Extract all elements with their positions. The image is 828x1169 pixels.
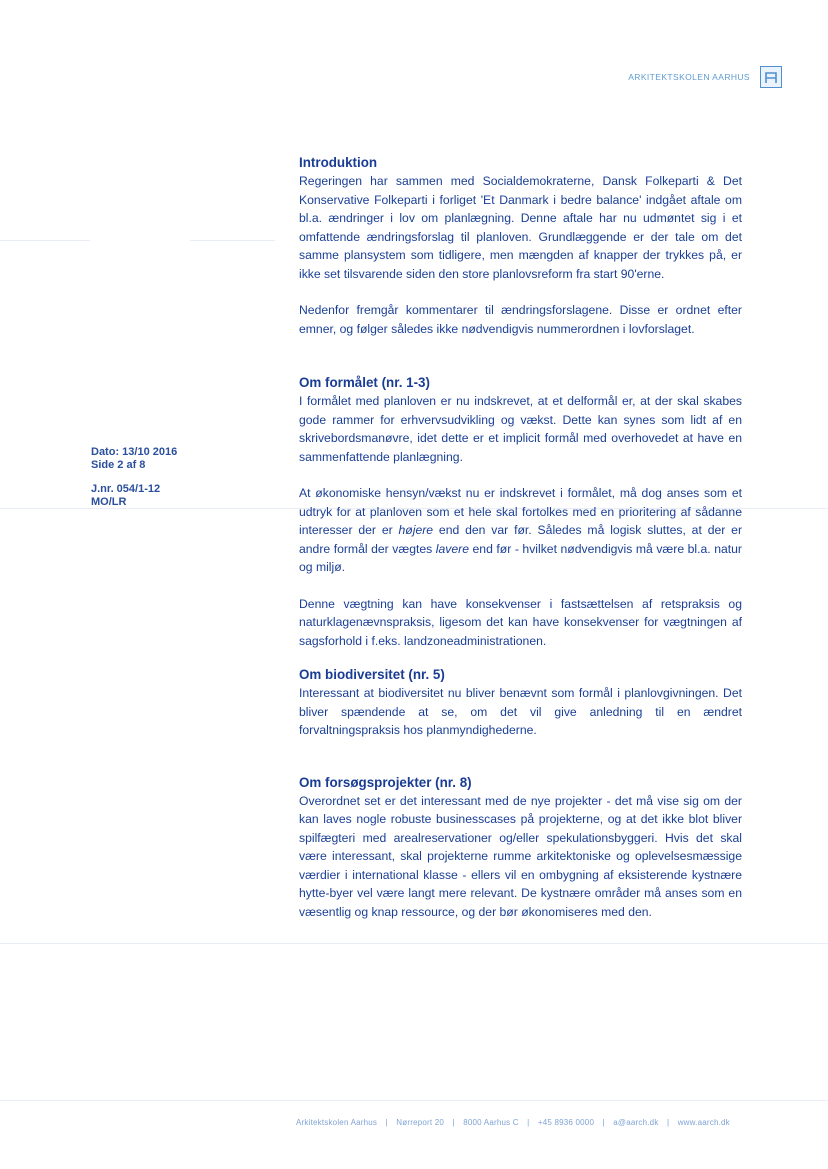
paragraph: Nedenfor fremgår kommentarer til ændringsforslagene. Disse er ordnet efter emner, og følger således ikke nødvendigvis nummerordnen i lovforslaget. [299, 303, 742, 336]
divider [190, 240, 275, 241]
footer-org: Arkitektskolen Aarhus [296, 1118, 378, 1127]
footer-separator: | [452, 1118, 455, 1127]
divider [0, 1100, 828, 1101]
paragraph: Regeringen har sammen med Socialdemokraterne, Dansk Folkeparti & Det Konservative Folkeparti i forliget 'Et Danmark i bedre balance' indgået aftale om bl.a. ændringer i lov om planlægning. Denne aftale har nu udmøntet sig i et omfattende ændringsforslag til planloven. Grundlæggende er der tale om det samme plansystem som tidligere, men mængden af knapper der trykkes på, er ikke set tilsvarende siden den store planlovsreform fra start 90'erne. [299, 174, 742, 281]
text-run: end før - hvilket nødvendigvis må være bl.a. natur og miljø. [299, 541, 742, 574]
paragraph: I formålet med planloven er nu indskrevet, at et delformål er, at der skal skabes gode rammer for erhvervsudvikling og vækst. Dette kan synes som lidt af en skrivebordsmanøvre, idet dette er et implicit formål med overhovedet at have en sammenfattende planlægning. [299, 394, 742, 464]
footer-separator: | [385, 1118, 388, 1127]
text-run: At økonomiske hensyn/vækst nu er indskrevet i formålet, må dog anses som et udtryk for at planloven som et hele skal fortolkes med en prioritering af sådanne interesser der er [299, 486, 742, 537]
footer [296, 1118, 730, 1127]
footer-separator: | [527, 1118, 530, 1127]
school-logo-icon [760, 66, 782, 88]
footer-email-link[interactable]: a@aarch.dk [613, 1118, 659, 1127]
meta-journal: J.nr. 054/1-12 [91, 483, 161, 495]
footer-web-link[interactable]: www.aarch.dk [677, 1118, 730, 1127]
meta-initials: MO/LR [91, 495, 127, 508]
meta-date: Dato: 13/10 2016 [91, 446, 178, 458]
footer-address: Nørreport 20 [396, 1118, 445, 1127]
main-content [299, 154, 742, 921]
meta-page: Side 2 af 8 [91, 458, 146, 471]
school-name: ARKITEKTSKOLEN AARHUS [628, 72, 750, 82]
emphasis: højere [398, 523, 434, 537]
section-heading-forsoeg: Om forsøgsprojekter (nr. 8) [299, 774, 472, 790]
paragraph: Overordnet set er det interessant med de nye projekter - det må vise sig om der kan laves nogle robuste businesscases på projekterne, og at det ikke blot bliver spilfægteri med arealreservationer og/eller spekulationsbyggeri. Hvis det skal være interessant, skal projekterne rumme arkitektoniske og oplevelsesmæssige værdier i international klasse - ellers vil en ombygning af eksisterende kystnære hytte-byer vel være langt mere relevant. De kystnære områder må anses som en væsentlig og knap ressource, og der bør økonomiseres med den. [299, 793, 742, 919]
footer-phone: +45 8936 0000 [537, 1118, 595, 1127]
divider [0, 240, 90, 241]
section-heading-biodiversitet: Om biodiversitet (nr. 5) [299, 667, 445, 682]
footer-separator: | [602, 1118, 605, 1127]
paragraph: Denne vægtning kan have konsekvenser i fastsættelsen af retspraksis og naturklagenævnspraksis, ligesom det kan have konsekvenser for vægtningen af sagsforhold i f.eks. landzoneadministrationen. [299, 596, 742, 648]
emphasis: lavere [435, 541, 469, 556]
divider [0, 943, 828, 944]
section-heading-formaal: Om formålet (nr. 1-3) [299, 375, 430, 390]
text-run: end den var før. Således må logisk sluttes, at der er andre formål der vægtes [299, 523, 743, 556]
section-heading-intro: Introduktion [299, 155, 378, 170]
paragraph [299, 484, 742, 577]
paragraph: Interessant at biodiversitet nu bliver benævnt som formål i planlovgivningen. Det bliver spændende at se, om det vil give anledning til en ændret forvaltningspraksis hos planmyndighederne. [299, 686, 742, 737]
header [628, 66, 782, 88]
logo-glyph [764, 70, 778, 84]
footer-city: 8000 Aarhus C [463, 1118, 519, 1127]
footer-separator: | [666, 1118, 670, 1127]
document-meta [91, 446, 177, 508]
